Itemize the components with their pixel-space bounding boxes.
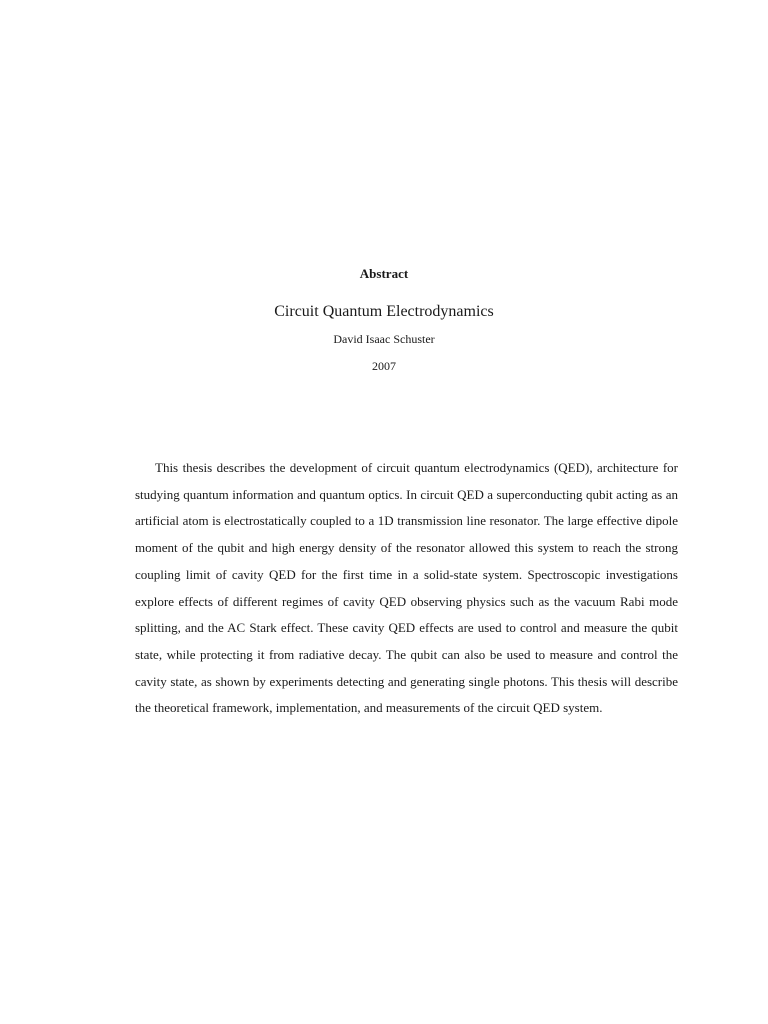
abstract-paragraph: This thesis describes the development of circuit quantum electrodynamics (QED), architecture for studying quantum information and quantum optics. In circuit QED a superconducting qubit acting as an artificial atom is electrostatically coupled to a 1D transmission line resonator. The large effective dipole moment of the qubit and high energy density of the resonator allowed this system to reach the strong coupling limit of cavity QED for the first time in a solid-state system. Spectroscopic investigations explore effects of different regimes of cavity QED observing physics such as the vacuum Rabi mode splitting, and the AC Stark effect. These cavity QED effects are used to control and measure the qubit state, while protecting it from radiative decay. The qubit can also be used to measure and control the cavity state, as shown by experiments detecting and generating single photons. This thesis will describe the theoretical framework, implementation, and measurements of the circuit QED system. (135, 460, 678, 716)
section-label: Abstract (359, 266, 409, 281)
author-name: David Isaac Schuster (333, 332, 435, 346)
thesis-title: Circuit Quantum Electrodynamics (274, 303, 494, 320)
publication-year: 2007 (372, 359, 396, 373)
